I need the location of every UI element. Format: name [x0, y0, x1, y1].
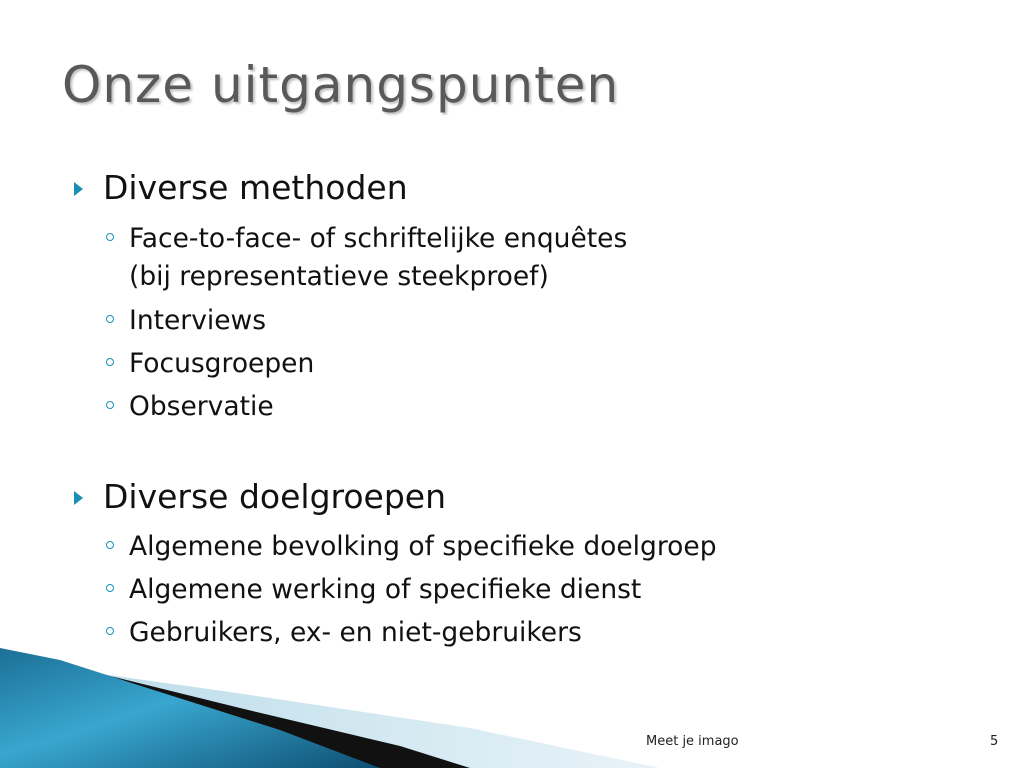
subbullet-text: Algemene bevolking of specifieke doelgroep: [129, 531, 717, 562]
subbullet-observatie: [106, 388, 274, 426]
subbullet-algemene-bevolking: [106, 528, 717, 566]
ring-icon: [106, 233, 114, 241]
ring-icon: [106, 401, 114, 409]
footer-label: Meet je imago: [646, 734, 739, 749]
subbullet-text: Algemene werking of specifieke dienst: [129, 574, 642, 605]
subbullet-interviews: [106, 302, 266, 340]
page-number: 5: [990, 734, 999, 749]
subbullet-line: Face-to-face- of schriftelijke enquêtes: [129, 223, 628, 254]
subbullet-enquetes: [106, 220, 627, 296]
triangle-right-icon: [74, 491, 83, 505]
subbullet-text: [129, 220, 627, 296]
subbullet-gebruikers: [106, 614, 582, 652]
triangle-right-icon: [74, 182, 83, 196]
subbullet-algemene-werking: [106, 571, 641, 609]
subbullet-text: Gebruikers, ex- en niet-gebruikers: [129, 617, 582, 648]
subbullet-text: Focusgroepen: [129, 348, 315, 379]
ring-icon: [106, 584, 114, 592]
subbullet-text: Observatie: [129, 391, 274, 422]
bullet-diverse-methoden: [74, 168, 408, 207]
ring-icon: [106, 541, 114, 549]
bullet-heading: Diverse doelgroepen: [103, 477, 447, 516]
slide-title: Onze uitgangspunten: [62, 56, 620, 114]
subbullet-line: (bij representatieve steekproef): [129, 261, 549, 292]
ring-icon: [106, 358, 114, 366]
subbullet-focusgroepen: [106, 345, 314, 383]
bullet-diverse-doelgroepen: [74, 477, 446, 516]
subbullet-text: Interviews: [129, 305, 267, 336]
bullet-heading: Diverse methoden: [103, 168, 408, 207]
ring-icon: [106, 627, 114, 635]
ring-icon: [106, 315, 114, 323]
